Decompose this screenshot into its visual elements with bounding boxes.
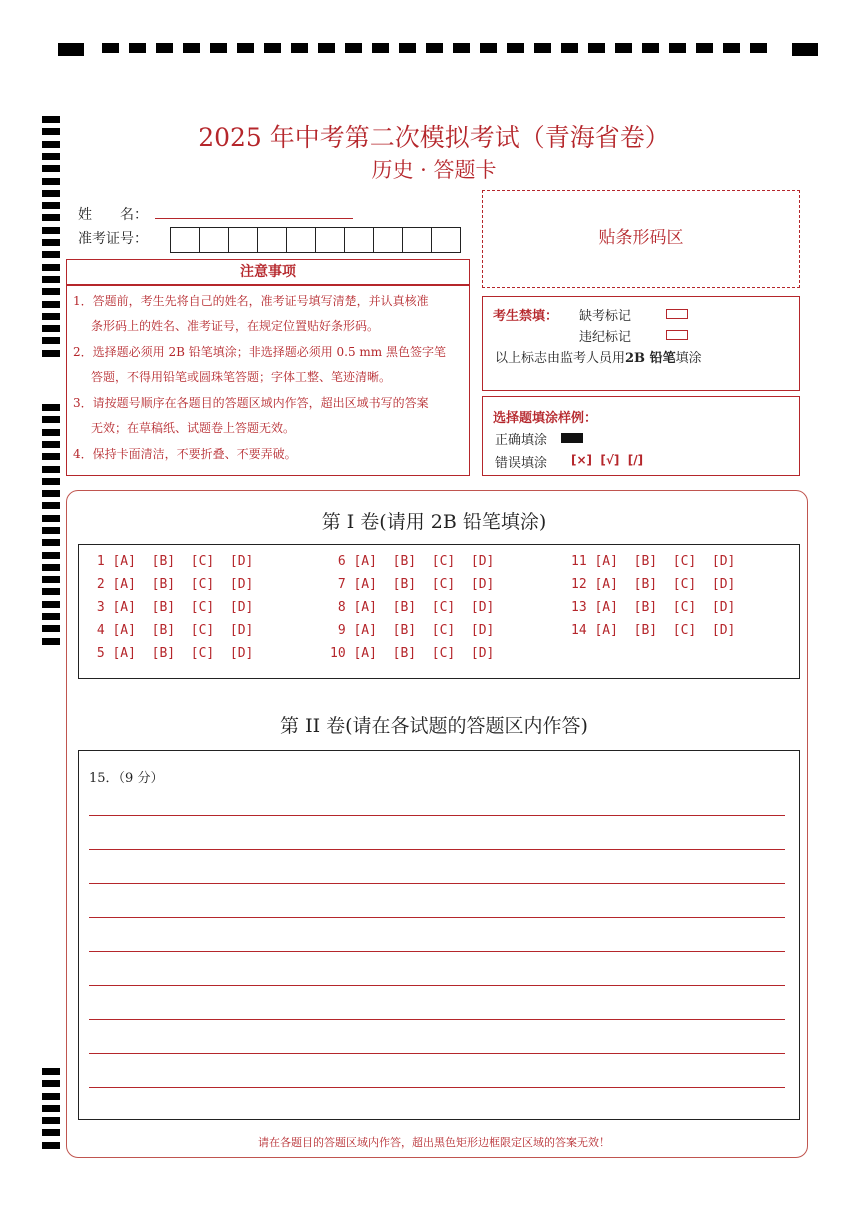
answer-options[interactable]: [A] [B] [C] [D] [353, 577, 495, 592]
id-label: 准考证号： [78, 231, 148, 247]
answer-options[interactable]: [A] [B] [C] [D] [594, 600, 736, 615]
timing-mark [102, 43, 119, 53]
timing-mark [210, 43, 227, 53]
answer-options[interactable]: [A] [B] [C] [D] [112, 600, 254, 615]
id-digit-box[interactable] [373, 227, 403, 253]
id-digit-box[interactable] [431, 227, 461, 253]
timing-mark [42, 1068, 60, 1075]
id-digit-box[interactable] [199, 227, 229, 253]
q15-label: 15．（9 分） [89, 771, 164, 786]
mcq-question[interactable] [571, 600, 735, 615]
answer-line[interactable] [89, 1053, 785, 1054]
notice-heading: 注意事项 [66, 259, 470, 285]
timing-mark [42, 313, 60, 320]
timing-mark [42, 429, 60, 436]
answer-options[interactable]: [A] [B] [C] [D] [353, 646, 495, 661]
timing-mark [42, 325, 60, 332]
timing-mark [345, 43, 362, 53]
question-number: 3 [89, 600, 113, 615]
answer-options[interactable]: [A] [B] [C] [D] [353, 623, 495, 638]
id-digit-box[interactable] [257, 227, 287, 253]
footer-warning: 请在各题目的答题区域内作答，超出黑色矩形边框限定区域的答案无效！ [258, 1136, 610, 1149]
note-prefix: 以上标志由监考人员用 [495, 351, 626, 366]
question-number: 12 [571, 577, 595, 592]
id-digit-box[interactable] [344, 227, 374, 253]
mcq-question[interactable] [330, 577, 494, 592]
answer-line[interactable] [89, 849, 785, 850]
timing-mark [42, 214, 60, 221]
timing-mark [42, 552, 60, 559]
question-number: 14 [571, 623, 595, 638]
timing-mark [42, 576, 60, 583]
prohibit-box [482, 296, 800, 391]
notice-item: 答题，不得用铅笔或圆珠笔答题；字体工整、笔迹清晰。 [91, 370, 392, 384]
mcq-question[interactable] [330, 623, 494, 638]
page-title: 2025 年中考第二次模拟考试（青海省卷） [198, 123, 670, 152]
part2-title: 第 II 卷(请在各试题的答题区内作答) [280, 715, 588, 737]
id-digit-box[interactable] [286, 227, 316, 253]
timing-mark [42, 1080, 60, 1087]
timing-mark [723, 43, 740, 53]
answer-options[interactable]: [A] [B] [C] [D] [594, 623, 736, 638]
sample-title: 选择题填涂样例： [493, 411, 598, 426]
wrong-marks: [×] [√] [/] [571, 453, 644, 467]
timing-mark [264, 43, 281, 53]
mcq-question[interactable] [89, 623, 253, 638]
question-number: 6 [330, 554, 354, 569]
part1-title: 第 I 卷(请用 2B 铅笔填涂) [321, 511, 547, 533]
timing-mark [42, 490, 60, 497]
timing-mark [588, 43, 605, 53]
timing-mark [42, 613, 60, 620]
timing-mark [183, 43, 200, 53]
notice-item: 条形码上的姓名、准考证号，在规定位置贴好条形码。 [91, 319, 380, 333]
question-number: 10 [330, 646, 354, 661]
timing-mark [237, 43, 254, 53]
timing-mark [792, 43, 818, 56]
timing-mark [42, 227, 60, 234]
timing-mark [42, 478, 60, 485]
timing-mark [42, 588, 60, 595]
timing-mark [453, 43, 470, 53]
timing-mark [42, 264, 60, 271]
question-number: 13 [571, 600, 595, 615]
absent-label: 缺考标记 [579, 309, 632, 324]
answer-line[interactable] [89, 815, 785, 816]
answer-box-q15[interactable] [78, 750, 800, 1120]
answer-options[interactable]: [A] [B] [C] [D] [594, 554, 736, 569]
mcq-grid [78, 544, 800, 679]
timing-mark [534, 43, 551, 53]
question-number: 9 [330, 623, 354, 638]
answer-options[interactable]: [A] [B] [C] [D] [112, 646, 254, 661]
timing-mark [42, 190, 60, 197]
timing-mark [42, 601, 60, 608]
timing-mark [291, 43, 308, 53]
id-digit-box[interactable] [170, 227, 200, 253]
timing-mark [58, 43, 84, 56]
timing-mark [42, 564, 60, 571]
answer-options[interactable]: [A] [B] [C] [D] [594, 577, 736, 592]
answer-line[interactable] [89, 917, 785, 918]
id-digit-box[interactable] [315, 227, 345, 253]
prohibit-label: 考生禁填： [493, 309, 559, 324]
mcq-question[interactable] [89, 577, 253, 592]
timing-mark [426, 43, 443, 53]
answer-line[interactable] [89, 985, 785, 986]
id-digit-box[interactable] [228, 227, 258, 253]
mcq-question[interactable] [571, 623, 735, 638]
note-bold: 2B 铅笔 [625, 351, 676, 366]
timing-mark [42, 638, 60, 645]
answer-options[interactable]: [A] [B] [C] [D] [112, 623, 254, 638]
timing-mark [750, 43, 767, 53]
sample-box [482, 396, 800, 476]
timing-mark [42, 441, 60, 448]
mcq-question[interactable] [330, 646, 494, 661]
timing-mark [480, 43, 497, 53]
answer-options[interactable]: [A] [B] [C] [D] [353, 554, 495, 569]
wrong-label: 错误填涂 [495, 456, 548, 471]
timing-mark [615, 43, 632, 53]
mcq-question[interactable] [89, 554, 253, 569]
absent-mark-box[interactable] [666, 309, 688, 319]
answer-line[interactable] [89, 1019, 785, 1020]
answer-line[interactable] [89, 883, 785, 884]
question-number: 2 [89, 577, 113, 592]
mcq-question[interactable] [330, 554, 494, 569]
answer-line[interactable] [89, 951, 785, 952]
mcq-question[interactable] [89, 600, 253, 615]
timing-mark [42, 453, 60, 460]
notice-item: 2．选择题必须用 2B 铅笔填涂；非选择题必须用 0.5 mm 黑色签字笔 [73, 345, 447, 359]
name-field[interactable] [155, 218, 353, 219]
timing-mark [42, 1105, 60, 1112]
timing-mark [696, 43, 713, 53]
timing-mark [129, 43, 146, 53]
page-subtitle: 历史 · 答题卡 [371, 158, 497, 182]
timing-mark [507, 43, 524, 53]
timing-mark [42, 416, 60, 423]
timing-mark [42, 337, 60, 344]
answer-options[interactable]: [A] [B] [C] [D] [112, 577, 254, 592]
timing-mark [42, 404, 60, 411]
timing-mark [561, 43, 578, 53]
question-number: 11 [571, 554, 595, 569]
timing-mark [399, 43, 416, 53]
question-number: 7 [330, 577, 354, 592]
note-suffix: 填涂 [675, 351, 702, 366]
id-digit-box[interactable] [402, 227, 432, 253]
notice-item: 无效；在草稿纸、试题卷上答题无效。 [91, 421, 296, 435]
timing-mark [42, 288, 60, 295]
notice-item: 4．保持卡面清洁，不要折叠、不要弄破。 [73, 447, 297, 461]
mcq-question[interactable] [571, 554, 735, 569]
name-label: 姓 名： [78, 207, 148, 223]
question-number: 4 [89, 623, 113, 638]
mcq-question[interactable] [89, 646, 253, 661]
violation-mark-box[interactable] [666, 330, 688, 340]
timing-mark [156, 43, 173, 53]
timing-mark [372, 43, 389, 53]
timing-mark [42, 350, 60, 357]
notice-item: 1．答题前，考生先将自己的姓名，准考证号填写清楚，并认真核准 [73, 294, 429, 308]
prohibit-note [495, 347, 702, 366]
timing-mark [669, 43, 686, 53]
question-number: 1 [89, 554, 113, 569]
timing-mark [42, 202, 60, 209]
timing-mark [42, 466, 60, 473]
notice-item: 3．请按题号顺序在各题目的答题区域内作答，超出区域书写的答案 [73, 396, 429, 410]
timing-mark [42, 276, 60, 283]
timing-mark [42, 1093, 60, 1100]
correct-label: 正确填涂 [495, 433, 548, 448]
mcq-question[interactable] [330, 600, 494, 615]
timing-mark [642, 43, 659, 53]
timing-mark [318, 43, 335, 53]
timing-mark [42, 539, 60, 546]
answer-line[interactable] [89, 1087, 785, 1088]
mcq-question[interactable] [571, 577, 735, 592]
timing-mark [42, 251, 60, 258]
answer-options[interactable]: [A] [B] [C] [D] [112, 554, 254, 569]
timing-mark [42, 1117, 60, 1124]
question-number: 5 [89, 646, 113, 661]
timing-mark [42, 301, 60, 308]
question-number: 8 [330, 600, 354, 615]
timing-mark [42, 239, 60, 246]
violation-label: 违纪标记 [579, 330, 632, 345]
notice-box [66, 285, 470, 476]
barcode-area: 贴条形码区 [482, 190, 800, 288]
answer-options[interactable]: [A] [B] [C] [D] [353, 600, 495, 615]
timing-mark [42, 625, 60, 632]
correct-fill-sample [561, 433, 583, 443]
